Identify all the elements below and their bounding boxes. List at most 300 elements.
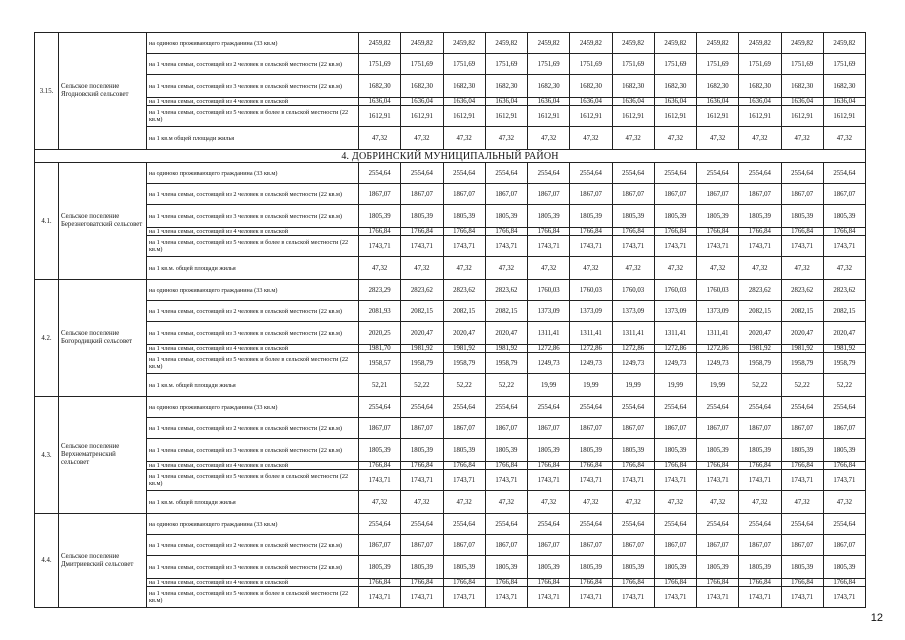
value-cell: 1636,04 bbox=[739, 98, 781, 106]
value-cell: 47,32 bbox=[654, 127, 696, 150]
value-cell: 1805,39 bbox=[359, 556, 401, 579]
value-cell: 1743,71 bbox=[443, 470, 485, 491]
value-cell: 2020,47 bbox=[781, 322, 823, 345]
value-cell: 1743,71 bbox=[401, 587, 443, 608]
value-cell: 1743,71 bbox=[654, 587, 696, 608]
value-cell: 1981,92 bbox=[781, 345, 823, 353]
value-cell: 1805,39 bbox=[570, 439, 612, 462]
row-label: на 1 члена семьи, состоящей из 4 человек в сельской bbox=[147, 228, 359, 236]
row-label: на 1 члена семьи, состоящей из 5 человек и более в сельской местности (22 кв.м) bbox=[147, 470, 359, 491]
settlement-name: Сельское поселение Богородицкий сельсовет bbox=[59, 280, 147, 397]
table-row bbox=[35, 33, 866, 54]
district-header: 4. ДОБРИНСКИЙ МУНИЦИПАЛЬНЫЙ РАЙОН bbox=[35, 150, 866, 163]
value-cell: 1766,84 bbox=[359, 462, 401, 470]
value-cell: 1612,91 bbox=[612, 106, 654, 127]
value-cell: 1766,84 bbox=[697, 228, 739, 236]
value-cell: 1760,03 bbox=[697, 280, 739, 301]
value-cell: 2554,64 bbox=[697, 397, 739, 418]
value-cell: 1958,79 bbox=[485, 353, 527, 374]
value-cell: 47,32 bbox=[401, 257, 443, 280]
row-label: на 1 члена семьи, состоящей из 5 человек и более в сельской местности (22 кв.м) bbox=[147, 106, 359, 127]
value-cell: 47,32 bbox=[570, 491, 612, 514]
value-cell: 1766,84 bbox=[528, 579, 570, 587]
value-cell: 1743,71 bbox=[359, 236, 401, 257]
value-cell: 1766,84 bbox=[781, 228, 823, 236]
value-cell: 2554,64 bbox=[570, 397, 612, 418]
value-cell: 1272,86 bbox=[528, 345, 570, 353]
row-label: на одиноко проживающего гражданина (33 кв.м) bbox=[147, 280, 359, 301]
value-cell: 1612,91 bbox=[654, 106, 696, 127]
value-cell: 1766,84 bbox=[401, 462, 443, 470]
value-cell: 2554,64 bbox=[401, 163, 443, 184]
value-cell: 1805,39 bbox=[570, 556, 612, 579]
value-cell: 1760,03 bbox=[654, 280, 696, 301]
table-row bbox=[35, 280, 866, 301]
value-cell: 1805,39 bbox=[697, 439, 739, 462]
value-cell: 1981,92 bbox=[485, 345, 527, 353]
row-label: на 1 члена семьи, состоящей из 3 человек в сельской местности (22 кв.м) bbox=[147, 75, 359, 98]
value-cell: 1743,71 bbox=[485, 587, 527, 608]
value-cell: 1249,73 bbox=[528, 353, 570, 374]
value-cell: 2459,82 bbox=[570, 33, 612, 54]
value-cell: 1766,84 bbox=[739, 579, 781, 587]
table-row bbox=[35, 462, 866, 470]
settlement-code: 4.2. bbox=[35, 280, 59, 397]
table-row bbox=[35, 374, 866, 397]
value-cell: 1373,09 bbox=[654, 301, 696, 322]
value-cell: 2554,64 bbox=[443, 514, 485, 535]
value-cell: 2459,82 bbox=[485, 33, 527, 54]
table-row bbox=[35, 54, 866, 75]
value-cell: 1682,30 bbox=[781, 75, 823, 98]
value-cell: 1373,09 bbox=[612, 301, 654, 322]
value-cell: 1743,71 bbox=[528, 587, 570, 608]
table-row bbox=[35, 535, 866, 556]
value-cell: 1766,84 bbox=[443, 579, 485, 587]
value-cell: 1636,04 bbox=[528, 98, 570, 106]
value-cell: 1867,07 bbox=[823, 535, 865, 556]
value-cell: 1743,71 bbox=[570, 236, 612, 257]
value-cell: 1805,39 bbox=[443, 439, 485, 462]
value-cell: 1743,71 bbox=[443, 587, 485, 608]
value-cell: 1311,41 bbox=[528, 322, 570, 345]
value-cell: 2082,15 bbox=[485, 301, 527, 322]
value-cell: 1867,07 bbox=[485, 418, 527, 439]
value-cell: 2823,62 bbox=[443, 280, 485, 301]
value-cell: 1751,69 bbox=[781, 54, 823, 75]
row-label: на 1 члена семьи, состоящей из 3 человек в сельской местности (22 кв.м) bbox=[147, 439, 359, 462]
value-cell: 1682,30 bbox=[697, 75, 739, 98]
value-cell: 1743,71 bbox=[697, 587, 739, 608]
row-label: на 1 члена семьи, состоящей из 4 человек в сельской bbox=[147, 462, 359, 470]
value-cell: 1636,04 bbox=[612, 98, 654, 106]
value-cell: 47,32 bbox=[697, 491, 739, 514]
value-cell: 2020,47 bbox=[739, 322, 781, 345]
value-cell: 47,32 bbox=[401, 491, 443, 514]
value-cell: 1272,86 bbox=[612, 345, 654, 353]
value-cell: 2554,64 bbox=[485, 163, 527, 184]
value-cell: 47,32 bbox=[443, 127, 485, 150]
value-cell: 1743,71 bbox=[528, 236, 570, 257]
value-cell: 1743,71 bbox=[697, 470, 739, 491]
value-cell: 1867,07 bbox=[781, 418, 823, 439]
row-label: на одиноко проживающего гражданина (33 кв.м) bbox=[147, 514, 359, 535]
table-row bbox=[35, 470, 866, 491]
value-cell: 1612,91 bbox=[528, 106, 570, 127]
value-cell: 2459,82 bbox=[823, 33, 865, 54]
value-cell: 2459,82 bbox=[401, 33, 443, 54]
value-cell: 1981,92 bbox=[443, 345, 485, 353]
value-cell: 2459,82 bbox=[443, 33, 485, 54]
value-cell: 1743,71 bbox=[823, 587, 865, 608]
value-cell: 1272,86 bbox=[697, 345, 739, 353]
value-cell: 1805,39 bbox=[823, 439, 865, 462]
value-cell: 1867,07 bbox=[401, 418, 443, 439]
value-cell: 2459,82 bbox=[359, 33, 401, 54]
value-cell: 1766,84 bbox=[485, 462, 527, 470]
value-cell: 47,32 bbox=[654, 491, 696, 514]
value-cell: 2823,62 bbox=[781, 280, 823, 301]
value-cell: 47,32 bbox=[823, 491, 865, 514]
value-cell: 1867,07 bbox=[781, 184, 823, 205]
value-cell: 1636,04 bbox=[570, 98, 612, 106]
value-cell: 2554,64 bbox=[443, 397, 485, 418]
value-cell: 1743,71 bbox=[359, 470, 401, 491]
value-cell: 1867,07 bbox=[739, 418, 781, 439]
table-row bbox=[35, 587, 866, 608]
value-cell: 2554,64 bbox=[697, 163, 739, 184]
value-cell: 1766,84 bbox=[823, 462, 865, 470]
value-cell: 1682,30 bbox=[528, 75, 570, 98]
table-row bbox=[35, 322, 866, 345]
value-cell: 52,22 bbox=[739, 374, 781, 397]
value-cell: 1311,41 bbox=[570, 322, 612, 345]
value-cell: 2554,64 bbox=[781, 163, 823, 184]
value-cell: 1751,69 bbox=[443, 54, 485, 75]
value-cell: 1867,07 bbox=[401, 184, 443, 205]
value-cell: 52,22 bbox=[485, 374, 527, 397]
value-cell: 2554,64 bbox=[654, 163, 696, 184]
value-cell: 2554,64 bbox=[485, 397, 527, 418]
value-cell: 1311,41 bbox=[654, 322, 696, 345]
value-cell: 1751,69 bbox=[570, 54, 612, 75]
value-cell: 1766,84 bbox=[654, 462, 696, 470]
value-cell: 1743,71 bbox=[823, 236, 865, 257]
value-cell: 1743,71 bbox=[401, 470, 443, 491]
value-cell: 1805,39 bbox=[443, 556, 485, 579]
value-cell: 1805,39 bbox=[739, 556, 781, 579]
value-cell: 47,32 bbox=[612, 491, 654, 514]
value-cell: 1981,92 bbox=[739, 345, 781, 353]
value-cell: 47,32 bbox=[823, 257, 865, 280]
value-cell: 1805,39 bbox=[697, 556, 739, 579]
table-row bbox=[35, 397, 866, 418]
row-label: на 1 кв.м. общей площади жилья bbox=[147, 491, 359, 514]
table-row bbox=[35, 514, 866, 535]
value-cell: 47,32 bbox=[781, 127, 823, 150]
value-cell: 1958,79 bbox=[401, 353, 443, 374]
value-cell: 1612,91 bbox=[697, 106, 739, 127]
table-row bbox=[35, 418, 866, 439]
value-cell: 1805,39 bbox=[654, 439, 696, 462]
value-cell: 2554,64 bbox=[739, 514, 781, 535]
value-cell: 2554,64 bbox=[612, 514, 654, 535]
value-cell: 19,99 bbox=[528, 374, 570, 397]
value-cell: 1958,79 bbox=[823, 353, 865, 374]
value-cell: 1867,07 bbox=[359, 184, 401, 205]
value-cell: 1867,07 bbox=[697, 184, 739, 205]
value-cell: 47,32 bbox=[739, 491, 781, 514]
value-cell: 19,99 bbox=[654, 374, 696, 397]
settlement-code: 4.3. bbox=[35, 397, 59, 514]
value-cell: 2554,64 bbox=[401, 514, 443, 535]
value-cell: 2082,15 bbox=[781, 301, 823, 322]
settlement-name: Сельское поселение Верхнематренский сельсовет bbox=[59, 397, 147, 514]
value-cell: 2459,82 bbox=[739, 33, 781, 54]
value-cell: 1867,07 bbox=[823, 184, 865, 205]
value-cell: 47,32 bbox=[697, 257, 739, 280]
value-cell: 1805,39 bbox=[612, 556, 654, 579]
value-cell: 1743,71 bbox=[570, 470, 612, 491]
table-row bbox=[35, 579, 866, 587]
value-cell: 1751,69 bbox=[739, 54, 781, 75]
value-cell: 1867,07 bbox=[697, 535, 739, 556]
value-cell: 47,32 bbox=[570, 257, 612, 280]
table-row bbox=[35, 491, 866, 514]
value-cell: 1766,84 bbox=[485, 228, 527, 236]
row-label: на 1 члена семьи, состоящей из 2 человек в сельской местности (22 кв.м) bbox=[147, 54, 359, 75]
value-cell: 1805,39 bbox=[359, 205, 401, 228]
value-cell: 1760,03 bbox=[528, 280, 570, 301]
value-cell: 1682,30 bbox=[443, 75, 485, 98]
value-cell: 1612,91 bbox=[485, 106, 527, 127]
value-cell: 1766,84 bbox=[739, 228, 781, 236]
table-row bbox=[35, 257, 866, 280]
value-cell: 1981,92 bbox=[401, 345, 443, 353]
value-cell: 1766,84 bbox=[443, 228, 485, 236]
value-cell: 1743,71 bbox=[823, 470, 865, 491]
value-cell: 1682,30 bbox=[612, 75, 654, 98]
value-cell: 2554,64 bbox=[401, 397, 443, 418]
value-cell: 1751,69 bbox=[485, 54, 527, 75]
value-cell: 1743,71 bbox=[781, 470, 823, 491]
value-cell: 52,22 bbox=[401, 374, 443, 397]
value-cell: 1958,79 bbox=[781, 353, 823, 374]
value-cell: 1636,04 bbox=[485, 98, 527, 106]
value-cell: 1958,79 bbox=[739, 353, 781, 374]
value-cell: 1743,71 bbox=[443, 236, 485, 257]
value-cell: 19,99 bbox=[612, 374, 654, 397]
value-cell: 1272,86 bbox=[570, 345, 612, 353]
value-cell: 1958,57 bbox=[359, 353, 401, 374]
value-cell: 2020,47 bbox=[401, 322, 443, 345]
row-label: на 1 члена семьи, состоящей из 5 человек и более в сельской местности (22 кв.м) bbox=[147, 236, 359, 257]
value-cell: 47,32 bbox=[781, 257, 823, 280]
value-cell: 1766,84 bbox=[570, 462, 612, 470]
value-cell: 1751,69 bbox=[823, 54, 865, 75]
row-label: на одиноко проживающего гражданина (33 кв.м) bbox=[147, 33, 359, 54]
table-row bbox=[35, 353, 866, 374]
value-cell: 1805,39 bbox=[781, 205, 823, 228]
value-cell: 2554,64 bbox=[697, 514, 739, 535]
value-cell: 1867,07 bbox=[570, 418, 612, 439]
value-cell: 1867,07 bbox=[570, 184, 612, 205]
value-cell: 1867,07 bbox=[443, 418, 485, 439]
value-cell: 2554,64 bbox=[823, 163, 865, 184]
value-cell: 47,32 bbox=[528, 257, 570, 280]
value-cell: 1867,07 bbox=[781, 535, 823, 556]
value-cell: 1636,04 bbox=[443, 98, 485, 106]
value-cell: 1743,71 bbox=[485, 470, 527, 491]
value-cell: 1612,91 bbox=[823, 106, 865, 127]
value-cell: 1612,91 bbox=[443, 106, 485, 127]
value-cell: 1766,84 bbox=[401, 579, 443, 587]
row-label: на 1 члена семьи, состоящей из 3 человек в сельской местности (22 кв.м) bbox=[147, 556, 359, 579]
value-cell: 47,32 bbox=[359, 257, 401, 280]
value-cell: 1805,39 bbox=[485, 439, 527, 462]
value-cell: 1743,71 bbox=[612, 587, 654, 608]
table-row bbox=[35, 345, 866, 353]
value-cell: 47,32 bbox=[739, 257, 781, 280]
value-cell: 1867,07 bbox=[401, 535, 443, 556]
value-cell: 1867,07 bbox=[654, 418, 696, 439]
table-row bbox=[35, 205, 866, 228]
value-cell: 1682,30 bbox=[570, 75, 612, 98]
value-cell: 1766,84 bbox=[443, 462, 485, 470]
value-cell: 1805,39 bbox=[359, 439, 401, 462]
value-cell: 1766,84 bbox=[528, 462, 570, 470]
value-cell: 47,32 bbox=[823, 127, 865, 150]
settlement-name: Сельское поселение Ягодновский сельсовет bbox=[59, 33, 147, 150]
value-cell: 47,32 bbox=[739, 127, 781, 150]
value-cell: 1743,71 bbox=[401, 236, 443, 257]
value-cell: 2020,25 bbox=[359, 322, 401, 345]
value-cell: 1249,73 bbox=[697, 353, 739, 374]
value-cell: 2554,64 bbox=[570, 514, 612, 535]
value-cell: 1766,84 bbox=[570, 579, 612, 587]
value-cell: 1867,07 bbox=[528, 184, 570, 205]
row-label: на 1 члена семьи, состоящей из 5 человек и более в сельской местности (22 кв.м) bbox=[147, 587, 359, 608]
settlement-name: Сельское поселение Березнеговатский сельсовет bbox=[59, 163, 147, 280]
table-row bbox=[35, 184, 866, 205]
value-cell: 1766,84 bbox=[739, 462, 781, 470]
value-cell: 2554,64 bbox=[739, 397, 781, 418]
row-label: на 1 члена семьи, состоящей из 2 человек в сельской местности (22 кв.м) bbox=[147, 301, 359, 322]
value-cell: 1743,71 bbox=[485, 236, 527, 257]
value-cell: 1805,39 bbox=[781, 556, 823, 579]
value-cell: 1766,84 bbox=[528, 228, 570, 236]
value-cell: 2554,64 bbox=[823, 397, 865, 418]
value-cell: 1751,69 bbox=[401, 54, 443, 75]
value-cell: 1805,39 bbox=[401, 556, 443, 579]
tariff-table-body bbox=[35, 33, 866, 608]
value-cell: 2459,82 bbox=[697, 33, 739, 54]
value-cell: 1805,39 bbox=[443, 205, 485, 228]
value-cell: 2554,64 bbox=[781, 514, 823, 535]
value-cell: 1766,84 bbox=[823, 579, 865, 587]
value-cell: 19,99 bbox=[697, 374, 739, 397]
value-cell: 1805,39 bbox=[612, 439, 654, 462]
value-cell: 47,32 bbox=[612, 127, 654, 150]
value-cell: 1682,30 bbox=[359, 75, 401, 98]
value-cell: 52,21 bbox=[359, 374, 401, 397]
value-cell: 47,32 bbox=[485, 127, 527, 150]
value-cell: 1311,41 bbox=[697, 322, 739, 345]
value-cell: 1373,09 bbox=[570, 301, 612, 322]
value-cell: 1766,84 bbox=[654, 228, 696, 236]
value-cell: 2554,64 bbox=[359, 397, 401, 418]
value-cell: 1743,71 bbox=[739, 236, 781, 257]
value-cell: 2554,64 bbox=[781, 397, 823, 418]
value-cell: 1805,39 bbox=[570, 205, 612, 228]
table-row bbox=[35, 301, 866, 322]
value-cell: 2082,15 bbox=[739, 301, 781, 322]
value-cell: 1682,30 bbox=[401, 75, 443, 98]
value-cell: 1958,79 bbox=[443, 353, 485, 374]
value-cell: 1867,07 bbox=[654, 535, 696, 556]
value-cell: 47,32 bbox=[443, 257, 485, 280]
value-cell: 2823,29 bbox=[359, 280, 401, 301]
value-cell: 1373,09 bbox=[528, 301, 570, 322]
value-cell: 1805,39 bbox=[401, 205, 443, 228]
value-cell: 1867,07 bbox=[612, 418, 654, 439]
value-cell: 1805,39 bbox=[781, 439, 823, 462]
value-cell: 1682,30 bbox=[739, 75, 781, 98]
value-cell: 1743,71 bbox=[781, 587, 823, 608]
value-cell: 1805,39 bbox=[697, 205, 739, 228]
value-cell: 2082,15 bbox=[443, 301, 485, 322]
value-cell: 2554,64 bbox=[612, 397, 654, 418]
value-cell: 1766,84 bbox=[654, 579, 696, 587]
value-cell: 1373,09 bbox=[697, 301, 739, 322]
value-cell: 52,22 bbox=[443, 374, 485, 397]
value-cell: 1743,71 bbox=[654, 236, 696, 257]
value-cell: 1636,04 bbox=[654, 98, 696, 106]
value-cell: 1805,39 bbox=[485, 556, 527, 579]
value-cell: 1867,07 bbox=[697, 418, 739, 439]
value-cell: 1805,39 bbox=[528, 556, 570, 579]
row-label: на 1 члена семьи, состоящей из 3 человек в сельской местности (22 кв.м) bbox=[147, 205, 359, 228]
value-cell: 1805,39 bbox=[739, 439, 781, 462]
value-cell: 1751,69 bbox=[612, 54, 654, 75]
value-cell: 1751,69 bbox=[359, 54, 401, 75]
value-cell: 1766,84 bbox=[697, 462, 739, 470]
value-cell: 1805,39 bbox=[654, 556, 696, 579]
value-cell: 1636,04 bbox=[781, 98, 823, 106]
value-cell: 1743,71 bbox=[612, 470, 654, 491]
district-header-row bbox=[35, 150, 866, 163]
value-cell: 19,99 bbox=[570, 374, 612, 397]
value-cell: 47,32 bbox=[528, 127, 570, 150]
value-cell: 2823,62 bbox=[823, 280, 865, 301]
value-cell: 47,32 bbox=[781, 491, 823, 514]
settlement-code: 4.1. bbox=[35, 163, 59, 280]
value-cell: 2554,64 bbox=[823, 514, 865, 535]
value-cell: 2459,82 bbox=[654, 33, 696, 54]
value-cell: 1682,30 bbox=[485, 75, 527, 98]
value-cell: 1760,03 bbox=[570, 280, 612, 301]
settlement-code: 4.4. bbox=[35, 514, 59, 608]
row-label: на 1 члена семьи, состоящей из 2 человек в сельской местности (22 кв.м) bbox=[147, 535, 359, 556]
row-label: на 1 члена семьи, состоящей из 4 человек в сельской bbox=[147, 345, 359, 353]
value-cell: 1805,39 bbox=[528, 439, 570, 462]
value-cell: 1272,86 bbox=[654, 345, 696, 353]
value-cell: 1612,91 bbox=[739, 106, 781, 127]
value-cell: 1805,39 bbox=[401, 439, 443, 462]
value-cell: 1981,92 bbox=[823, 345, 865, 353]
value-cell: 47,32 bbox=[485, 257, 527, 280]
value-cell: 1636,04 bbox=[823, 98, 865, 106]
